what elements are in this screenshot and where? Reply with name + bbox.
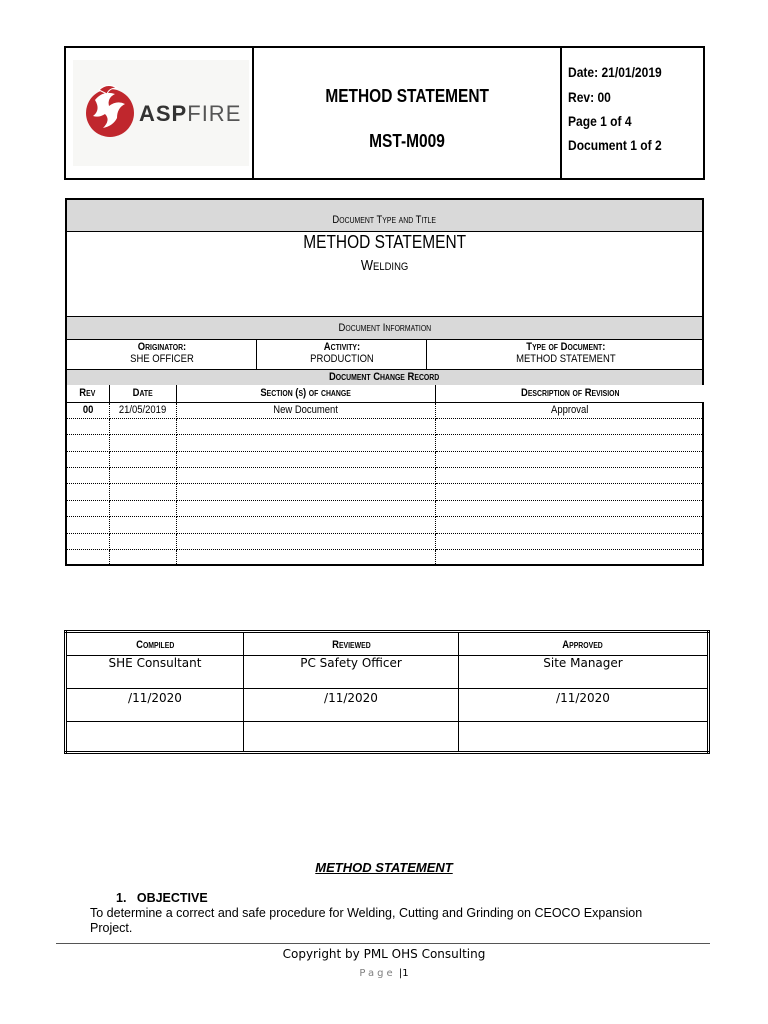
subtitle-wrap <box>67 257 702 274</box>
type-cell <box>427 340 704 369</box>
date-cell <box>109 451 176 467</box>
description-cell <box>435 500 704 516</box>
table-row <box>67 418 704 434</box>
date-cell <box>109 484 176 500</box>
table-row <box>67 533 704 549</box>
info-label: Document Information <box>338 322 431 334</box>
table-row <box>67 451 704 467</box>
col-date-label: Date <box>132 387 153 400</box>
type-label: Type of Document: <box>525 341 606 353</box>
section-cell <box>176 533 435 549</box>
date-cell <box>109 402 176 418</box>
section-cell <box>176 451 435 467</box>
col-rev-label: Rev <box>79 387 96 400</box>
compiled-header <box>66 632 244 656</box>
cell-text: 21/05/2019 <box>118 404 167 417</box>
section-cell <box>176 435 435 451</box>
col-section <box>176 385 435 402</box>
date-cell <box>109 500 176 516</box>
date-cell <box>109 435 176 451</box>
table-row <box>67 517 704 533</box>
date-cell <box>109 517 176 533</box>
header-page: Page 1 of 4 <box>568 113 632 129</box>
approved-date: /11/2020 <box>459 689 709 722</box>
activity-label: Activity: <box>323 341 360 353</box>
type-value: METHOD STATEMENT <box>515 353 616 365</box>
date-cell <box>109 418 176 434</box>
col-rev <box>67 385 109 402</box>
section-cell <box>176 468 435 484</box>
header-title-wrap <box>254 86 560 107</box>
description-cell <box>435 533 704 549</box>
change-record-body <box>67 402 704 566</box>
approval-role-row <box>66 656 709 689</box>
approval-table <box>64 630 710 754</box>
rev-cell <box>67 484 109 500</box>
activity-cell <box>257 340 427 369</box>
description-cell <box>435 517 704 533</box>
table-row <box>67 468 704 484</box>
section-cell <box>176 517 435 533</box>
page-number <box>0 968 768 979</box>
info-cell <box>562 48 703 178</box>
approval-date-row <box>66 689 709 722</box>
table-row <box>67 435 704 451</box>
rev-cell <box>67 550 109 566</box>
change-record-bar <box>67 370 702 386</box>
originator-cell <box>67 340 257 369</box>
reviewed-label: Reviewed <box>331 639 371 651</box>
activity-wrap <box>310 341 374 365</box>
footer-divider <box>56 943 710 944</box>
header-date: Date: 21/01/2019 <box>568 64 662 80</box>
description-cell <box>435 484 704 500</box>
compiled-date: /11/2020 <box>66 689 244 722</box>
company-logo <box>73 60 249 166</box>
header-code-wrap <box>254 131 560 152</box>
logo-wordmark <box>139 101 241 127</box>
section-cell <box>176 418 435 434</box>
info-bar <box>67 316 702 340</box>
title-cell <box>254 48 562 178</box>
table-row <box>67 402 704 418</box>
originator-value: SHE OFFICER <box>129 353 194 365</box>
date-cell <box>109 533 176 549</box>
table-row <box>67 484 704 500</box>
approval-header-row <box>66 632 709 656</box>
section-cell <box>176 550 435 566</box>
description-cell <box>435 435 704 451</box>
compiled-signature <box>66 722 244 753</box>
copyright-text: Copyright by PML OHS Consulting <box>282 947 486 961</box>
header-rev: Rev: 00 <box>568 89 611 105</box>
rev-cell <box>67 418 109 434</box>
section-text: To determine a correct and safe procedure for Welding, Cutting and Grinding on CEOCO Expansion Project. <box>90 906 643 935</box>
description-cell <box>435 402 704 418</box>
section-cell <box>176 484 435 500</box>
reviewed-signature <box>244 722 459 753</box>
table-row <box>67 500 704 516</box>
approved-role: Site Manager <box>459 656 709 689</box>
approval-signature-row <box>66 722 709 753</box>
main-title: METHOD STATEMENT <box>303 232 466 252</box>
approved-label: Approved <box>562 639 604 651</box>
change-record-table <box>67 385 704 566</box>
col-date <box>109 385 176 402</box>
originator-wrap <box>130 341 194 365</box>
col-description <box>435 385 704 402</box>
rev-cell <box>67 468 109 484</box>
description-cell <box>435 418 704 434</box>
section-cell <box>176 402 435 418</box>
logo-text-bold: ASP <box>139 101 188 126</box>
section-cell <box>176 500 435 516</box>
cell-text: Approval <box>551 404 589 417</box>
col-section-label: Section (s) of change <box>260 387 351 400</box>
approved-header <box>459 632 709 656</box>
subtitle: Welding <box>360 257 409 274</box>
header-title: METHOD STATEMENT <box>325 86 489 106</box>
section-heading <box>116 891 208 905</box>
page-separator: | <box>398 968 403 979</box>
header-document: Document 1 of 2 <box>568 137 662 153</box>
rev-cell <box>67 451 109 467</box>
logo-text-light: FIRE <box>187 101 242 126</box>
logo-cell <box>66 48 254 178</box>
description-cell <box>435 451 704 467</box>
reviewed-date: /11/2020 <box>244 689 459 722</box>
date-cell <box>109 468 176 484</box>
table-row <box>67 550 704 566</box>
document-header <box>64 46 705 180</box>
reviewed-header <box>244 632 459 656</box>
rev-cell <box>67 500 109 516</box>
description-cell <box>435 468 704 484</box>
rev-cell <box>67 435 109 451</box>
date-cell <box>109 550 176 566</box>
col-description-label: Description of Revision <box>520 387 619 400</box>
rev-cell <box>67 533 109 549</box>
page-number-value: 1 <box>402 968 409 979</box>
document-code: MST-M009 <box>369 131 445 151</box>
originator-label: Originator: <box>137 341 186 353</box>
rev-cell <box>67 517 109 533</box>
section-title: OBJECTIVE <box>136 891 208 905</box>
cell-text: 00 <box>82 404 94 417</box>
page-word: Page <box>359 968 396 979</box>
compiled-label: Compiled <box>135 639 175 651</box>
type-title-label: Document Type and Title <box>332 214 437 226</box>
change-record-header-row <box>67 385 704 402</box>
type-wrap <box>516 341 616 365</box>
description-cell <box>435 550 704 566</box>
approved-signature <box>459 722 709 753</box>
rev-cell <box>67 402 109 418</box>
cell-text: New Document <box>273 404 338 417</box>
type-title-bar <box>67 200 702 232</box>
reviewed-role: PC Safety Officer <box>244 656 459 689</box>
document-info-block <box>65 198 704 566</box>
main-title-wrap <box>67 232 702 253</box>
info-row <box>67 340 704 370</box>
method-statement-heading: METHOD STATEMENT <box>315 860 453 875</box>
section-number: 1. <box>116 891 127 905</box>
compiled-role: SHE Consultant <box>66 656 244 689</box>
activity-value: PRODUCTION <box>309 353 374 365</box>
change-record-label: Document Change Record <box>329 371 440 383</box>
